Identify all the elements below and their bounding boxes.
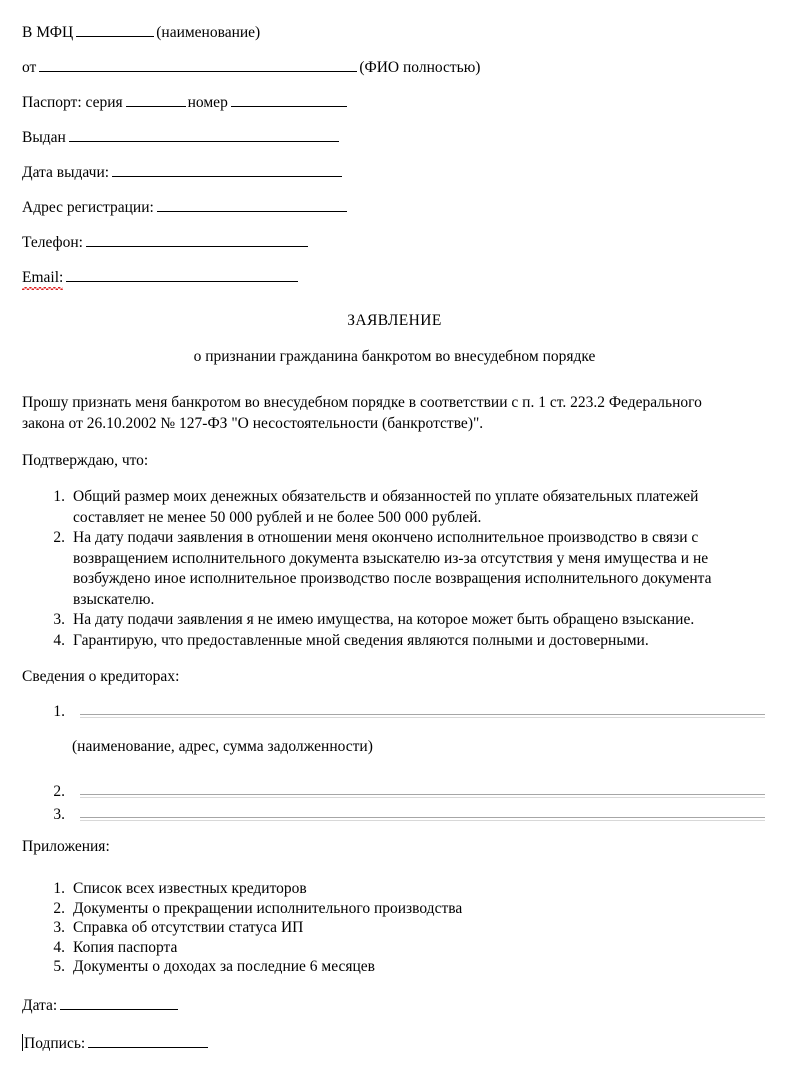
signature-input-blank[interactable] [88,1033,208,1048]
list-item-number: 4. [53,938,65,956]
creditors-hint: (наименование, адрес, сумма задолженности) [72,738,373,755]
email-label-spellcheck [22,269,63,287]
list-item [45,879,645,899]
field-row-signature [22,1033,210,1053]
list-item-label: Документы о прекращении исполнительного производства [73,899,463,917]
list-item-number: 5. [53,958,65,975]
field-row-from [22,57,767,92]
list-item-number: 3. [53,919,65,936]
mfc-input-blank[interactable] [76,22,154,37]
list-item-label: Документы о доходах за последние 6 месяцев [73,958,375,975]
field-row-phone [22,232,767,267]
mfc-label: В МФЦ [22,24,74,41]
field-row-issue-date [22,162,767,197]
list-item-number: 2. [53,899,65,917]
list-item [45,487,745,528]
issued-by-label: Выдан [22,129,66,146]
issue-date-input-blank[interactable] [112,162,342,177]
creditor-entry-2 [45,783,765,803]
creditor-number: 1. [53,703,65,720]
passport-series-label: Паспорт: серия [22,94,123,111]
field-row-email [22,267,767,302]
list-item-label: Общий размер моих денежных обязательств и обязанностей по уплате обязательных платежей составляет не менее 50 000 рублей и не более 500 000 рублей. [73,488,699,526]
list-item-label: Гарантирую, что предоставленные мной сведения являются полными и достоверными. [73,631,649,649]
list-item-label: На дату подачи заявления в отношении меня окончено исполнительное производство в связи с возвращением исполнительного документа взыскателю из-за отсутствия у меня имущества и не возбуждено иное исполнительное производство после возвращения исполнительного документа взыскателю. [73,529,712,608]
attachments-heading: Приложения: [22,838,110,855]
list-item [45,631,745,652]
field-row-date [22,995,180,1015]
list-item-number: 4. [53,631,65,649]
issued-by-input-blank[interactable] [69,127,339,142]
list-item [45,918,645,938]
mfc-hint: (наименование) [156,24,261,41]
field-row-passport [22,92,767,127]
creditor-input-blank[interactable] [80,794,765,798]
creditor-entry-3 [45,806,765,826]
document-title: ЗАЯВЛЕНИЕ [347,312,442,329]
from-label: от [22,59,37,76]
from-input-blank[interactable] [39,57,357,72]
list-item-number: 1. [53,488,65,505]
date-label: Дата: [22,997,58,1014]
creditor-input-blank[interactable] [80,817,765,821]
document-subtitle: о признании гражданина банкротом во внесудебном порядке [193,348,596,365]
field-row-mfc [22,22,767,57]
creditor-entry-1 [45,703,765,723]
attachments-list [45,879,645,977]
passport-number-label: номер [187,94,228,111]
passport-series-input-blank[interactable] [126,92,186,107]
passport-number-input-blank[interactable] [231,92,347,107]
email-input-blank[interactable] [66,267,298,282]
list-item [45,899,645,919]
field-row-registration-address [22,197,767,232]
confirm-heading: Подтверждаю, что: [22,452,149,469]
from-hint: (ФИО полностью) [359,59,481,76]
issue-date-label: Дата выдачи: [22,164,110,181]
email-label: Email: [22,269,64,286]
list-item [45,938,645,958]
date-input-blank[interactable] [60,995,178,1010]
list-item-number: 2. [53,529,65,546]
creditor-input-blank[interactable] [80,714,765,718]
list-item-label: Копия паспорта [73,938,178,956]
list-item [45,957,645,977]
list-item-number: 3. [53,611,65,628]
creditors-heading: Сведения о кредиторах: [22,668,180,685]
phone-label: Телефон: [22,234,83,251]
list-item [45,610,745,631]
creditor-number: 3. [53,806,65,823]
creditor-number: 2. [53,783,65,800]
intro-paragraph: Прошу признать меня банкротом во внесудебном порядке в соответствии с п. 1 ст. 223.2 Федерального закона от 26.10.2002 № 127-ФЗ "О несостоятельности (банкротстве)". [22,394,702,432]
registration-address-label: Адрес регистрации: [22,199,154,216]
registration-address-input-blank[interactable] [157,197,347,212]
list-item-number: 1. [53,880,65,897]
list-item-label: Список всех известных кредиторов [73,880,307,897]
signature-label: Подпись: [24,1035,86,1052]
list-item-label: На дату подачи заявления я не имею имущества, на которое может быть обращено взыскание. [73,611,695,628]
list-item-label: Справка об отсутствии статуса ИП [73,919,304,936]
text-cursor-caret [22,1034,23,1051]
header-form-fields [22,22,767,302]
confirmations-list [45,487,745,651]
list-item [45,528,745,610]
field-row-issued-by [22,127,767,162]
phone-input-blank[interactable] [86,232,308,247]
